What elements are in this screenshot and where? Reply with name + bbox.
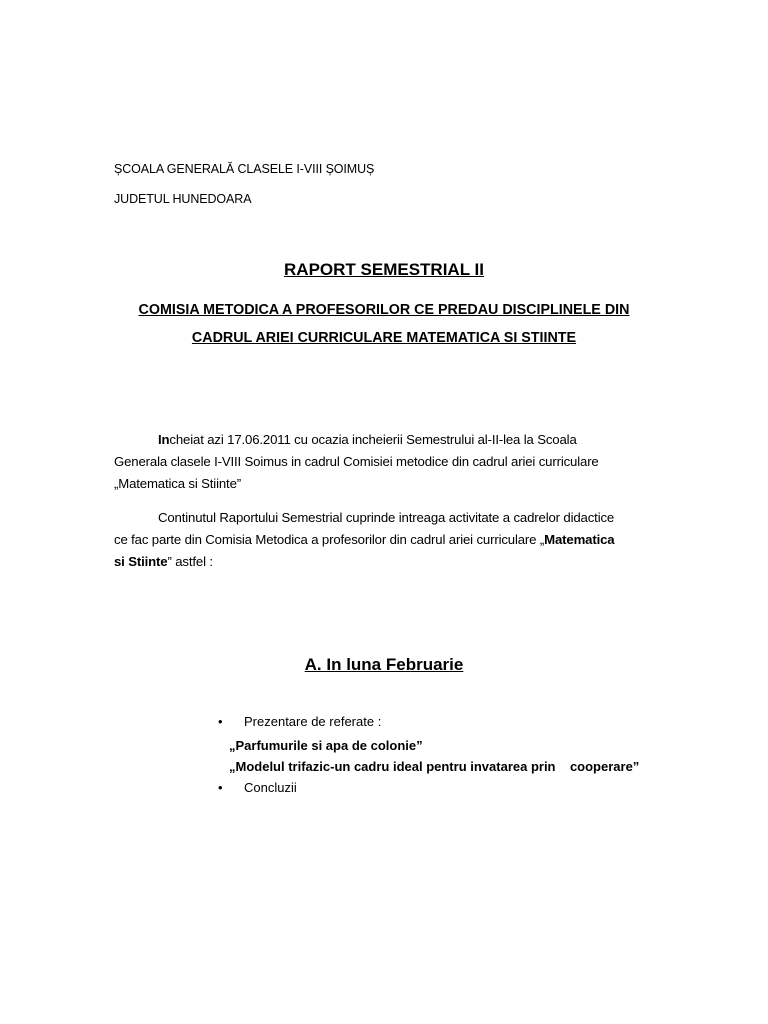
section-a-heading: A. In luna Februarie [304,655,464,674]
paragraph-1-line-3: „Matematica si Stiinte” [114,476,241,491]
school-name: ȘCOALA GENERALĂ CLASELE I-VIII ȘOIMUȘ [114,162,375,176]
report-title: RAPORT SEMESTRIAL II [284,260,484,279]
reference-title-2 [229,759,639,774]
bullet-icon: • [218,714,223,729]
paragraph-2-line-3-plain: ” astfel : [167,554,213,569]
paragraph-2-line-3-bold: si Stiinte [114,554,168,569]
paragraph-1-lead: In [158,432,170,447]
bullet-icon: • [218,780,223,795]
report-subtitle-line-2: CADRUL ARIEI CURRICULARE MATEMATICA SI STIINTE [191,330,577,346]
reference-title-1: „Parfumurile si apa de colonie” [229,738,423,753]
reference-title-2-text: „Modelul trifazic-un cadru ideal pentru invatarea prin cooperare” [229,759,640,774]
paragraph-2-line-2-bold: Matematica [544,532,615,547]
paragraph-2-line-2 [114,530,614,550]
county-name: JUDETUL HUNEDOARA [114,192,252,206]
paragraph-2-line-3 [114,552,213,572]
list-item-concluzii: Concluzii [244,780,297,795]
paragraph-2-line-2-plain: ce fac parte din Comisia Metodica a profesorilor din cadrul ariei curriculare „ [114,532,545,547]
list-item-referate: Prezentare de referate : [244,714,382,729]
paragraph-1-line-1 [158,430,577,450]
report-subtitle-line-1: COMISIA METODICA A PROFESORILOR CE PREDAU DISCIPLINELE DIN [138,302,630,318]
paragraph-1-line-2: Generala clasele I-VIII Soimus in cadrul Comisiei metodice din cadrul ariei curriculare [114,454,599,469]
paragraph-1-line-1-rest: cheiat azi 17.06.2011 cu ocazia incheierii Semestrului al-II-lea la Scoala [169,432,577,447]
paragraph-2-line-1: Continutul Raportului Semestrial cuprinde intreaga activitate a cadrelor didactice [158,510,615,525]
